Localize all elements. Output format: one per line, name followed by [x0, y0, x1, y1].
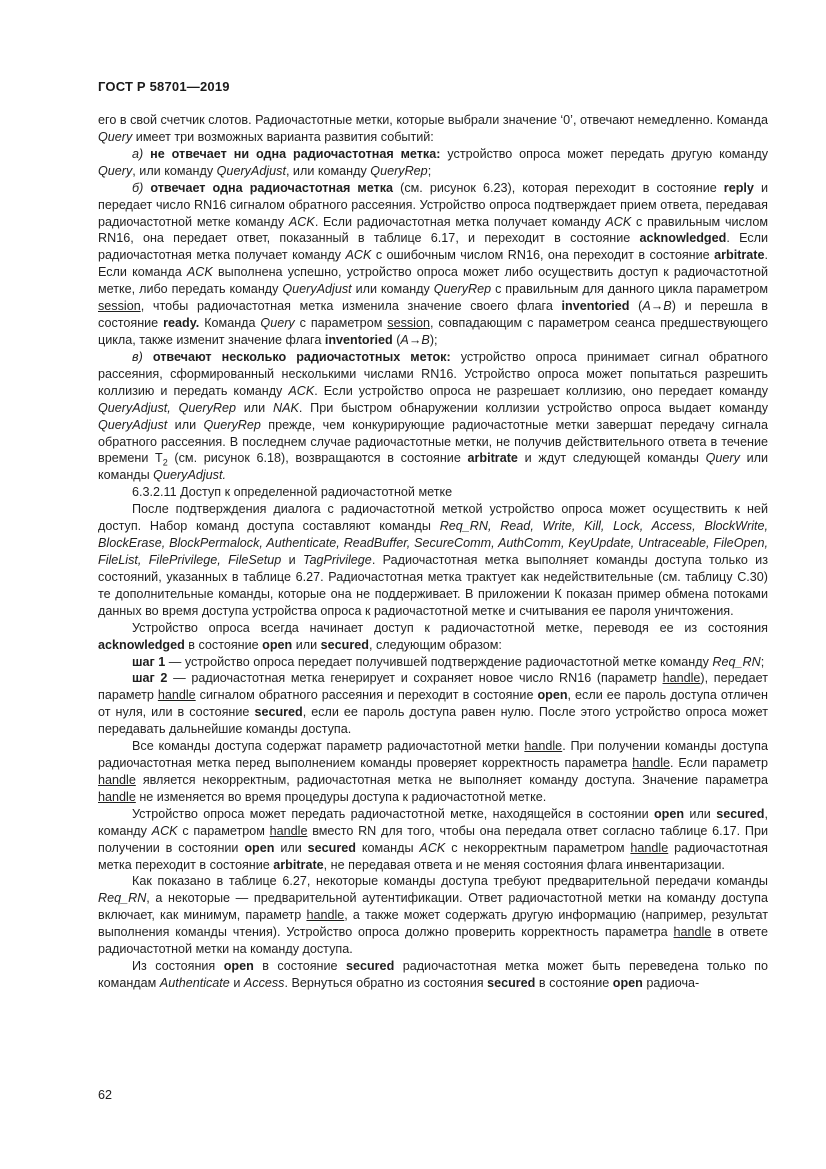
paragraph [98, 806, 768, 874]
text-run: или [684, 806, 717, 821]
command-name: QueryRep [370, 163, 428, 178]
command-name: Req_RN [712, 654, 761, 669]
text-run: , совпадающим с параметром сеанса предшествующего цикла, также изменит значение флага [98, 316, 769, 347]
text-run: прежде, чем конкурирующие радиочастотные метки завершат передачу сигнала обратного рассеяния. В последнем случае радиочастотные метки, не получив действительного ответа в течение времени T [98, 417, 768, 466]
command-name: Access [243, 976, 285, 991]
text-run: радиоча- [642, 976, 700, 991]
bold-term: open [262, 637, 293, 652]
text-run: в состояние [184, 637, 263, 652]
command-name: QueryAdjust [98, 417, 168, 432]
param-name: handle [269, 823, 308, 838]
text-run: 2 [162, 457, 168, 468]
command-name: ACK [288, 214, 315, 229]
bold-term: reply [723, 180, 754, 195]
text-run: ), передает параметр [98, 671, 769, 703]
document-body [98, 112, 768, 992]
text-run: и [281, 552, 303, 567]
text-run: команды [355, 840, 420, 855]
bold-term: arbitrate [273, 857, 324, 872]
text-run: . При получении команды доступа радиочастотная метка перед выполнением команды проверяет корректность параметра [98, 739, 768, 771]
text-run: с правильным числом RN16, она передает ответ, показанный в таблице 6.17, и переходит в состояние [98, 214, 768, 246]
command-name: TagPrivilege [302, 552, 372, 567]
text-run: и ждут следующей команды [517, 451, 706, 466]
paragraph [98, 670, 768, 738]
text-run: (см. рисунок 6.18), возвращаются в состояние [167, 451, 468, 466]
bold-term: отвечает одна радиочастотная метка [150, 180, 394, 195]
paragraph [98, 738, 768, 806]
bold-term: open [653, 806, 685, 821]
text-run: . При быстром обнаружении коллизии устройство опроса выдает команду [298, 400, 768, 415]
param-name: handle [98, 789, 136, 804]
command-name: ACK [419, 840, 446, 855]
command-name: A→B [642, 299, 672, 314]
text-run: с правильным для данного цикла параметром [491, 282, 768, 297]
text-run: Все команды доступа содержат параметр радиочастотной метки [132, 739, 525, 754]
paragraph [98, 958, 768, 992]
command-name: QueryAdjust [216, 163, 286, 178]
command-name: Query [260, 316, 295, 331]
bold-term: шаг 1 [132, 654, 166, 669]
text-run: Из состояния [132, 959, 224, 974]
command-name: A→B [400, 332, 430, 347]
text-run: , а также может содержать другую информацию (например, результат выполнения команды чтения). Устройство опроса должно проверить корректность параметра [98, 908, 769, 940]
text-run: После подтверждения диалога с радиочастотной меткой устройство опроса может осуществить к ней доступ. Набор команд доступа составляют команды [98, 502, 768, 534]
bold-term: secured [307, 840, 356, 855]
command-name: в) [132, 349, 143, 364]
command-name: QueryAdjust [282, 282, 352, 297]
text-run: ( [392, 332, 401, 347]
text-run: с параметром [294, 316, 388, 331]
text-run: , или команду [285, 163, 371, 178]
command-name: Req_RN, Read, Write, Kill, Lock, Access, BlockWrite, BlockErase, BlockPermalock, Authenticate, ReadBuffer, SecureComm, AuthComm, KeyUpdate, Untraceable, FileOpen, FileList, FilePrivilege, FileSetup [98, 519, 768, 567]
bold-term: acknowledged [639, 231, 727, 246]
text-run: и передает число RN16 сигналом обратного рассеяния. Устройство опроса подтверждает прием ответа, передавая радиочастотной метке команду [98, 180, 769, 229]
text-run: радиочастотная метка может быть переведена только по командам [98, 959, 769, 991]
text-run: , если ее пароль доступа отличен от нуля, или в состояние [98, 688, 768, 720]
text-run: . Если радиочастотная метка получает команду [314, 214, 606, 229]
command-name: ACK [605, 214, 632, 229]
command-name: Query [98, 163, 133, 178]
text-run: и [229, 976, 244, 991]
bold-term: ready. [163, 316, 200, 331]
command-name: Query [705, 451, 740, 466]
text-run: не изменяется во время процедуры доступа к радиочастотной метке. [135, 789, 547, 804]
paragraph [98, 654, 768, 671]
text-run: вместо RN для того, чтобы она передала ответ согласно таблице 6.17. При получении в состоянии [98, 823, 768, 855]
text-run: ); [429, 332, 438, 347]
text-run: устройство опроса может передать другую команду [440, 146, 769, 161]
paragraph [98, 180, 768, 349]
text-run: в состояние [535, 976, 613, 991]
text-run: или команды [98, 451, 769, 483]
command-name: Authenticate [159, 976, 230, 991]
bold-term: secured [716, 806, 765, 821]
param-name: handle [673, 925, 712, 940]
command-name: QueryAdjust, QueryRep [98, 400, 236, 415]
param-name: handle [662, 671, 701, 686]
text-run: . Если устройство опроса не разрешает коллизию, оно передает команду [314, 383, 769, 398]
command-name: QueryRep [433, 282, 492, 297]
text-run: выполнена успешно, устройство опроса может либо осуществить доступ к радиочастотной метке, либо передать команду [98, 265, 768, 297]
text-run: Как показано в таблице 6.27, некоторые команды доступа требуют предварительной передачи команды [132, 874, 768, 889]
paragraph [98, 349, 768, 484]
text-run: Команда [199, 316, 261, 331]
bold-term: secured [320, 637, 369, 652]
text-run: ; [427, 163, 432, 178]
paragraph [98, 620, 768, 654]
bold-term: secured [345, 959, 395, 974]
text-run: радиочастотная метка переходит в состояние [98, 840, 769, 872]
page-number: 62 [98, 1088, 113, 1102]
text-run: — радиочастотная метка генерирует и сохраняет новое число RN16 (параметр [167, 671, 663, 686]
param-name: session [98, 299, 141, 314]
command-name: QueryAdjust. [153, 468, 226, 483]
param-name: handle [632, 756, 671, 771]
command-name: Query [98, 129, 133, 144]
text-run: , или команду [132, 163, 217, 178]
param-name: handle [524, 739, 563, 754]
text-run: . Если радиочастотная метка получает команду [98, 231, 769, 263]
paragraph [98, 873, 768, 958]
bold-term: secured [487, 976, 536, 991]
text-run: или [274, 840, 308, 855]
bold-term: не отвечает ни одна радиочастотная метка: [150, 146, 441, 161]
text-run: устройство опроса принимает сигнал обратного рассеяния, сформированный несколькими числами RN16. Устройство опроса может попытаться разрешить коллизию и передать команду [98, 349, 769, 398]
command-name: NAK [272, 400, 299, 415]
bold-term: arbitrate [467, 451, 518, 466]
paragraph [98, 484, 768, 501]
text-run [143, 350, 153, 364]
text-run: ( [629, 299, 643, 314]
param-name: handle [157, 688, 196, 703]
text-run: . Радиочастотная метка выполняет команды доступа только из состояний, указанных в таблице 6.27. Радиочастотная метка трактует как недействительные (см. таблицу С.30) те дополнительные команды, которые она не поддерживает. В приложении К показан пример обмена потоками данных во время доступа устройства опроса к радиочастотной метке и считывания ее пароля уничтожения. [98, 552, 768, 618]
bold-term: open [223, 959, 254, 974]
command-name: QueryRep [203, 417, 261, 432]
text-run: , если ее пароль доступа равен нулю. После этого устройство опроса может передавать дальнейшие команды доступа. [98, 705, 768, 737]
text-run: в состояние [253, 959, 346, 974]
bold-term: inventoried [324, 332, 393, 347]
text-run: сигналом обратного рассеяния и переходит в состояние [195, 688, 538, 703]
bold-term: acknowledged [98, 637, 185, 652]
text-run: , чтобы радиочастотная метка изменила значение своего флага [140, 299, 562, 314]
bold-term: open [537, 688, 568, 703]
text-run: имеет три возможных варианта развития событий: [132, 129, 434, 144]
command-name: Req_RN [98, 891, 147, 906]
text-run: с некорректным параметром [445, 840, 631, 855]
text-run: , не передавая ответа и не меняя состояния флага инвентаризации. [323, 857, 725, 872]
text-run: или [235, 400, 273, 415]
command-name: ACK [288, 383, 315, 398]
text-run: , команду [98, 806, 768, 838]
text-run: . Если команда [98, 248, 768, 280]
text-run: 6.3.2.11 Доступ к определенной радиочастотной метке [132, 485, 453, 500]
param-name: handle [98, 772, 136, 787]
bold-term: inventoried [561, 299, 630, 314]
text-run: или команду [351, 282, 434, 297]
paragraph [98, 501, 768, 619]
command-name: а) [132, 146, 144, 161]
command-name: ACK [151, 823, 178, 838]
text-run: , следующим образом: [368, 637, 502, 652]
text-run: с ошибочным числом RN16, она переходит в состояние [371, 248, 715, 263]
text-run: ; [760, 654, 765, 669]
param-name: handle [630, 840, 669, 855]
text-run: в ответе радиочастотной метки на команду доступа. [98, 925, 768, 957]
bold-term: open [244, 840, 275, 855]
text-run: (см. рисунок 6.23), которая переходит в состояние [393, 180, 724, 195]
text-run: Устройство опроса может передать радиочастотной метке, находящейся в состоянии [132, 806, 654, 821]
text-run: . Если параметр [670, 756, 768, 771]
text-run: или [167, 417, 204, 432]
paragraph [98, 146, 768, 180]
text-run: . Вернуться обратно из состояния [284, 976, 488, 991]
param-name: session [387, 316, 430, 331]
bold-term: open [612, 976, 643, 991]
bold-term: отвечают несколько радиочастотных меток: [152, 349, 451, 364]
command-name: ACK [345, 248, 372, 263]
text-run: , а некоторые — предварительной аутентификации. Ответ радиочастотной метки на команду доступа включает, как минимум, параметр [98, 891, 768, 923]
text-run: с параметром [177, 823, 270, 838]
text-run: ) и перешла в состояние [98, 299, 768, 331]
text-run: или [292, 637, 321, 652]
command-name: б) [132, 180, 144, 195]
bold-term: arbitrate [714, 248, 765, 263]
text-run: Устройство опроса всегда начинает доступ к радиочастотной метке, переводя ее из состояния [132, 620, 768, 635]
param-name: handle [306, 908, 345, 923]
text-run: его в свой счетчик слотов. Радиочастотные метки, которые выбрали значение ‘0’, отвечают немедленно. Команда [98, 113, 768, 127]
text-run: — устройство опроса передает получившей подтверждение радиочастотной метке команду [165, 654, 713, 669]
paragraph [98, 112, 768, 146]
bold-term: шаг 2 [132, 671, 168, 686]
bold-term: secured [254, 705, 303, 720]
command-name: ACK [186, 265, 213, 280]
text-run: является некорректным, радиочастотная метка не выполняет команду доступа. Значение параметра [135, 772, 768, 787]
document-header: ГОСТ Р 58701—2019 [98, 79, 230, 94]
